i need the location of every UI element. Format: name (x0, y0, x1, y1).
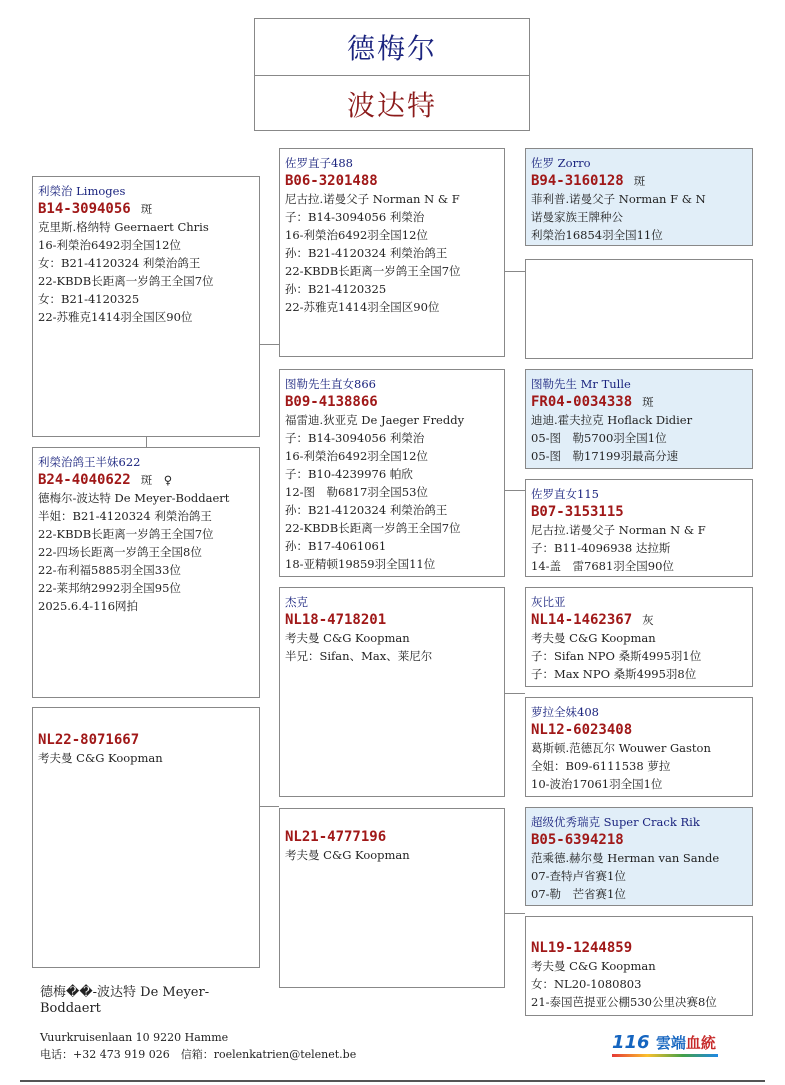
detail-line: 12-图 勒6817羽全国53位 (285, 485, 428, 499)
gen2-card-3[interactable] (279, 587, 505, 797)
pigeon-name: 佐罗直女115 (531, 487, 599, 501)
detail-line: 利榮治16854羽全国11位 (531, 228, 663, 242)
logo-text-2: 血統 (685, 1034, 716, 1052)
gen3-card-1[interactable] (525, 148, 753, 246)
gen2-card-2[interactable] (279, 369, 505, 577)
detail-line: 子：B14-3094056 利榮治 (285, 210, 425, 224)
detail-line: 18-亚精顿19859羽全国11位 (285, 557, 436, 571)
pigeon-name: 佐罗直子488 (285, 156, 353, 170)
pigeon-name: 利榮治鸽王半妹622 (38, 455, 141, 469)
detail-line: 考夫曼 C&G Koopman (531, 631, 656, 645)
detail-line: 22-苏雅克1414羽全国区90位 (38, 310, 193, 324)
gen3-card-7[interactable] (525, 807, 753, 906)
ring-number: NL21-4777196 (285, 829, 387, 845)
connector-line (505, 490, 525, 491)
title-line1: 德梅尔 (255, 19, 529, 76)
ring-number: B24-4040622 (38, 472, 131, 488)
ring-number: B07-3153115 (531, 504, 624, 520)
pigeon-name: 图勒先生 Mr Tulle (531, 377, 631, 391)
gen2-card-4[interactable] (279, 808, 505, 988)
pigeon-name: 图勒先生直女866 (285, 377, 376, 391)
detail-line: 16-利榮治6492羽全国12位 (38, 238, 181, 252)
bottom-divider (20, 1080, 765, 1082)
gen3-card-3[interactable] (525, 369, 753, 469)
detail-line: 22-KBDB长距离一岁鸽王全国7位 (285, 264, 461, 278)
detail-line: 22-KBDB长距离一岁鸽王全国7位 (38, 274, 214, 288)
detail-line: 孙：B17-4061061 (285, 539, 387, 553)
owner-contact: 电话：+32 473 919 026 信箱：roelenkatrien@telenet.be (40, 1048, 357, 1061)
gen2-card-1[interactable] (279, 148, 505, 357)
detail-line: 07-勒 芒省赛1位 (531, 887, 626, 901)
connector-line (146, 437, 147, 447)
pigeon-name: 利榮治 Limoges (38, 184, 126, 198)
logo-text-1: 雲端 (655, 1034, 686, 1052)
detail-line: 考夫曼 C&G Koopman (285, 848, 410, 862)
detail-line: 女：B21-4120325 (38, 292, 140, 306)
pigeon-name: 超级优秀瑞克 Super Crack Rik (531, 815, 700, 829)
pigeon-name: 萝拉全妹408 (531, 705, 599, 719)
detail-line: 考夫曼 C&G Koopman (38, 751, 163, 765)
detail-line: 孙：B21-4120325 (285, 282, 387, 296)
color: 灰 (642, 613, 654, 627)
ring-number: NL12-6023408 (531, 722, 633, 738)
color: 斑 (140, 202, 153, 216)
detail-line: 考夫曼 C&G Koopman (285, 631, 410, 645)
connector-line (505, 913, 525, 914)
ring-number: NL19-1244859 (531, 940, 633, 956)
detail-line: 孙：B21-4120324 利榮治鸽王 (285, 246, 448, 260)
detail-line: 半姐：B21-4120324 利榮治鸽王 (38, 509, 212, 523)
detail-line: 德梅尔-波达特 De Meyer-Boddaert (38, 491, 230, 505)
color: 斑 (642, 395, 654, 409)
detail-line: 克里斯.格纳特 Geernaert Chris (38, 220, 209, 234)
owner-name: 德梅��-波达特 De Meyer-Boddaert (40, 985, 210, 1016)
detail-line: 22-KBDB长距离一岁鸽王全国7位 (38, 527, 214, 541)
logo-number: 116 (612, 1032, 650, 1053)
detail-line: 尼古拉.诺曼父子 Norman N & F (531, 523, 706, 537)
color: 斑 ♀ (140, 473, 173, 487)
gen3-card-8[interactable] (525, 916, 753, 1016)
brand-logo[interactable] (612, 1032, 716, 1053)
detail-line: 孙：B21-4120324 利榮治鸽王 (285, 503, 448, 517)
connector-line (259, 806, 279, 807)
detail-line: 子：B11-4096938 达拉斯 (531, 541, 671, 555)
detail-line: 22-KBDB长距离一岁鸽王全国7位 (285, 521, 461, 535)
detail-line: 21-泰国芭提亚公棚530公里决赛8位 (531, 995, 717, 1009)
ring-number: B06-3201488 (285, 173, 378, 189)
ring-number: B14-3094056 (38, 201, 131, 217)
connector-line (505, 271, 525, 272)
gen3-card-4[interactable] (525, 479, 753, 577)
dam-card[interactable] (32, 447, 260, 698)
ring-number: NL22-8071667 (38, 732, 140, 748)
detail-line: 诺曼家族王牌种公 (531, 210, 623, 224)
detail-line: 22-布利福5885羽全国33位 (38, 563, 181, 577)
detail-line: 全姐：B09-6111538 萝拉 (531, 759, 671, 773)
detail-line: 迪迪.霍夫拉克 Hoflack Didier (531, 413, 693, 427)
detail-line: 葛斯顿.范德瓦尔 Wouwer Gaston (531, 741, 711, 755)
detail-line: 22-苏雅克1414羽全国区90位 (285, 300, 440, 314)
detail-line: 05-图 勒17199羽最高分速 (531, 449, 679, 463)
detail-line: 尼古拉.诺曼父子 Norman N & F (285, 192, 460, 206)
sire-card[interactable] (32, 176, 260, 437)
owner-address: Vuurkruisenlaan 10 9220 Hamme (40, 1031, 229, 1044)
ring-number: B94-3160128 (531, 173, 624, 189)
title-box (254, 18, 530, 131)
ring-number: NL14-1462367 (531, 612, 633, 628)
logo-underline (612, 1054, 718, 1057)
detail-line: 10-波治17061羽全国1位 (531, 777, 663, 791)
detail-line: 07-查特卢省赛1位 (531, 869, 626, 883)
detail-line: 福雷迪.狄亚克 De Jaeger Freddy (285, 413, 465, 427)
detail-line: 半兄：Sifan、Max、莱尼尔 (285, 649, 433, 663)
gen3-card-5[interactable] (525, 587, 753, 687)
detail-line: 子：B10-4239976 帕欣 (285, 467, 413, 481)
color: 斑 (633, 174, 646, 188)
detail-line: 子：Max NPO 桑斯4995羽8位 (531, 667, 697, 681)
pigeon-name: 杰克 (285, 595, 308, 609)
detail-line: 22-四场长距离一岁鸽王全国8位 (38, 545, 202, 559)
title-line2: 波达特 (346, 89, 437, 122)
ring-number: B09-4138866 (285, 394, 378, 410)
detail-line: 22-莱邦纳2992羽全国95位 (38, 581, 181, 595)
detail-line: 16-利榮治6492羽全国12位 (285, 449, 428, 463)
pigeon-name: 佐罗 Zorro (531, 156, 591, 170)
detail-line: 2025.6.4-116网拍 (38, 599, 139, 613)
detail-line: 子：B14-3094056 利榮治 (285, 431, 425, 445)
gen3-card-6[interactable] (525, 697, 753, 797)
owner-footer (40, 985, 357, 1063)
detail-line: 考夫曼 C&G Koopman (531, 959, 656, 973)
detail-line: 范乘德.赫尔曼 Herman van Sande (531, 851, 720, 865)
detail-line: 子：Sifan NPO 桑斯4995羽1位 (531, 649, 702, 663)
connector-line (505, 693, 525, 694)
detail-line: 女：B21-4120324 利榮治鸽王 (38, 256, 201, 270)
ring-number: FR04-0034338 (531, 394, 633, 410)
detail-line: 女：NL20-1080803 (531, 977, 642, 991)
ring-number: NL18-4718201 (285, 612, 387, 628)
pigeon-name: 灰比亚 (531, 595, 566, 609)
detail-line: 05-图 勒5700羽全国1位 (531, 431, 667, 445)
dam-sire-card[interactable] (32, 707, 260, 968)
detail-line: 14-盖 雷7681羽全国90位 (531, 559, 674, 573)
detail-line: 16-利榮治6492羽全国12位 (285, 228, 428, 242)
detail-line: 菲利普.诺曼父子 Norman F & N (531, 192, 706, 206)
connector-line (259, 344, 279, 345)
gen3-card-2-empty[interactable] (525, 259, 753, 359)
ring-number: B05-6394218 (531, 832, 624, 848)
